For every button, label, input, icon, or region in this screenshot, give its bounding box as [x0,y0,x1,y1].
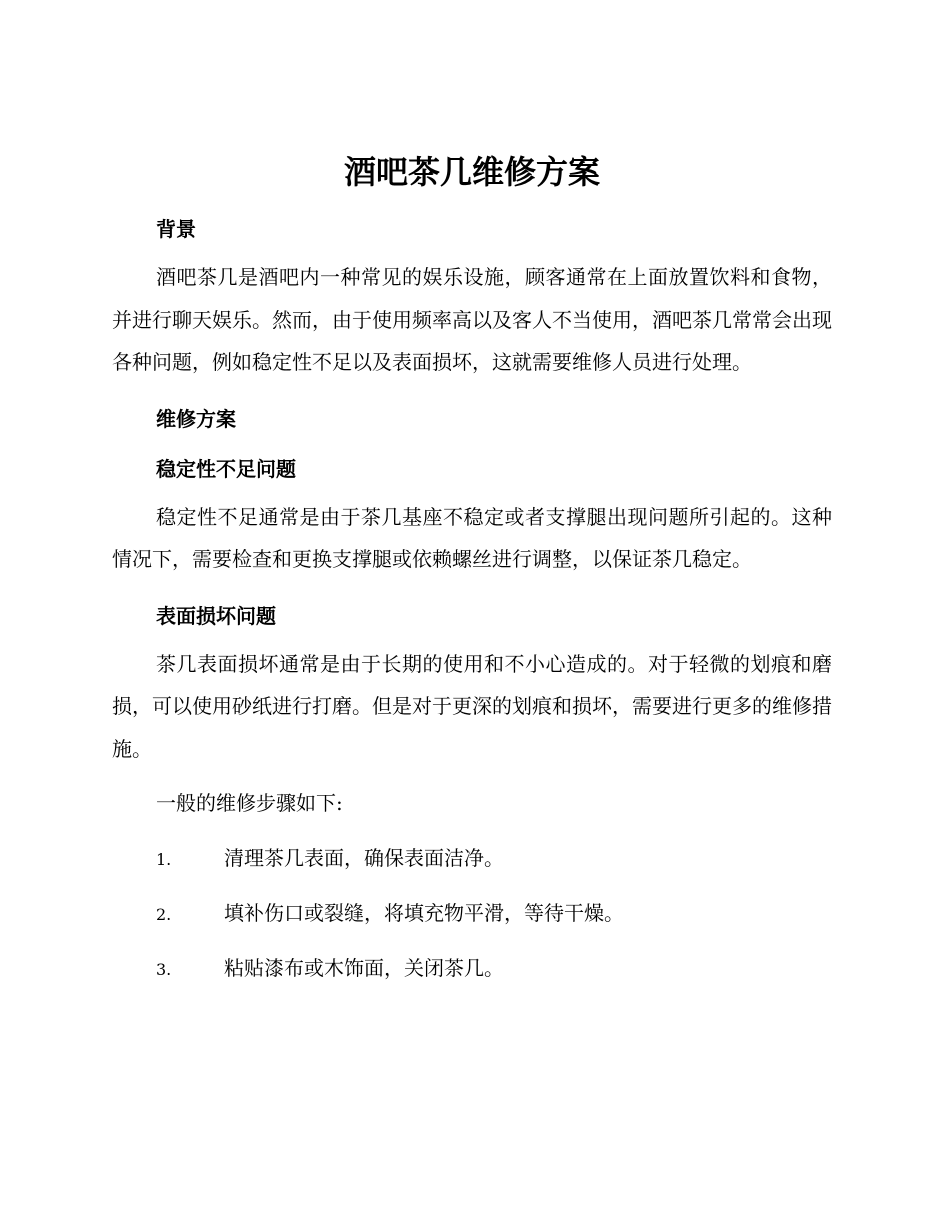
list-item [112,837,832,892]
list-item [112,892,832,947]
list-item-text: 粘贴漆布或木饰面，关闭茶几。 [224,955,504,980]
heading-stability-issue: 稳定性不足问题 [156,456,296,481]
heading-background: 背景 [156,217,196,241]
list-item-text: 填补伤口或裂缝，将填充物平滑，等待干燥。 [224,900,624,925]
paragraph-background: 酒吧茶几是酒吧内一种常见的娱乐设施，顾客通常在上面放置饮料和食物，并进行聊天娱乐。然而，由于使用频率高以及客人不当使用，酒吧茶几常常会出现各种问题，例如稳定性不足以及表面损坏，这就需要维修人员进行处理。 [112,265,832,374]
heading-repair-plan: 维修方案 [156,406,236,431]
document-body [112,150,832,1002]
repair-steps-list [112,837,832,1002]
list-item-number: 1. [156,849,172,869]
paragraph-surface: 茶几表面损坏通常是由于长期的使用和不小心造成的。对于轻微的划痕和磨损，可以使用砂纸进行打磨。但是对于更深的划痕和损坏，需要进行更多的维修措施。 [112,651,832,761]
page-title: 酒吧茶几维修方案 [343,153,600,191]
heading-surface-damage: 表面损坏问题 [156,603,276,628]
paragraph-steps-intro: 一般的维修步骤如下: [156,791,343,815]
list-item [112,947,832,1002]
paragraph-stability: 稳定性不足通常是由于茶几基座不稳定或者支撑腿出现问题所引起的。这种情况下，需要检查和更换支撑腿或依赖螺丝进行调整，以保证茶几稳定。 [112,504,832,571]
list-item-text: 清理茶几表面，确保表面洁净。 [224,845,504,870]
list-item-number: 3. [156,959,172,979]
list-item-number: 2. [156,904,172,924]
